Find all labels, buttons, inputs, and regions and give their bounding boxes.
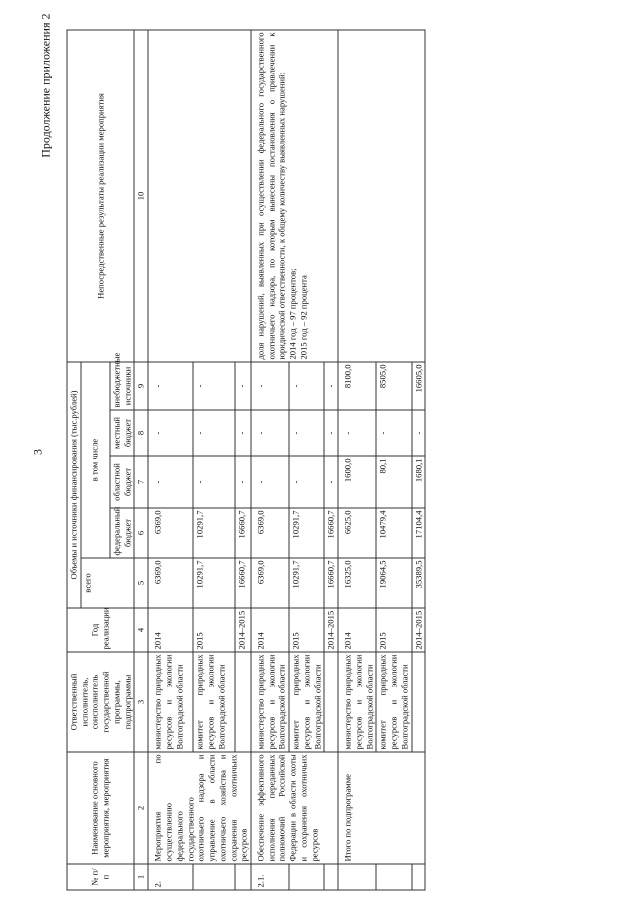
row-result [148,30,251,362]
row-regional: - [289,456,324,508]
row-executor: министерство природных ресурсов и экологии Волгоградской области [338,652,376,752]
col-number: 6 [134,508,148,558]
row-result [251,30,338,362]
row-year: 2014–2015 [324,608,338,652]
row-local: - [251,410,289,456]
table-row [338,30,376,890]
page-number: 3 [30,449,45,455]
row-federal: 6369,0 [251,508,289,558]
row-num [338,864,376,890]
row-name: Обеспечение эффективного исполнения переданных полномочий Российской Федерации в области охоты и сохранения охотничьих ресурсов [251,752,338,864]
row-extra: 16605,0 [412,362,426,410]
row-executor: министерство природных ресурсов и экологии Волгоградской области [251,652,289,752]
row-local: - [338,410,376,456]
row-extra: - [148,362,193,410]
row-year: 2014–2015 [235,608,251,652]
row-local: - [376,410,411,456]
header-num: № п/п [67,864,134,890]
row-total: 16660,7 [235,558,251,608]
row-local: - [148,410,193,456]
row-year: 2015 [376,608,411,652]
row-extra: 8100,0 [338,362,376,410]
header-name: Наименование основного мероприятия, мероприятия [67,752,134,864]
col-number: 4 [134,608,148,652]
row-name: Мероприятия по осуществлению федерального государственного охотничьего надзора и управление в области охотничьего хозяйства и сохранения охотничьих ресурсов [148,752,251,864]
row-federal: 10291,7 [289,508,324,558]
row-extra: - [324,362,338,410]
row-local: - [289,410,324,456]
row-federal: 16660,7 [324,508,338,558]
row-federal: 10291,7 [193,508,234,558]
row-total: 19064,5 [376,558,411,608]
row-local: - [412,410,426,456]
row-federal: 6625,0 [338,508,376,558]
row-regional: 1680,1 [412,456,426,508]
header-incl: в том числе [81,362,110,558]
continuation-title: Продолжение приложения 2 [38,13,53,158]
row-result [338,30,425,362]
row-federal: 10479,4 [376,508,411,558]
row-extra: - [289,362,324,410]
row-federal: 16660,7 [235,508,251,558]
row-year: 2014 [148,608,193,652]
header-executor: Ответственный исполнитель, соисполнитель государственной программы, подпрограммы [67,652,134,752]
col-number: 5 [134,558,148,608]
header-regional: областной бюджет [110,456,134,508]
row-executor: комитет природных ресурсов и экологии Волгоградской области [376,652,411,752]
row-federal: 17104,4 [412,508,426,558]
header-year: Год реализации [67,608,134,652]
row-year: 2014–2015 [412,608,426,652]
row-total: 6369,0 [148,558,193,608]
header-funding: Объемы и источники финансирования (тыс.рублей) [67,362,81,608]
header-local: местный бюджет [110,410,134,456]
row-num: 2.1. [251,864,289,890]
row-extra: 8505,0 [376,362,411,410]
row-regional: - [324,456,338,508]
col-number: 1 [134,864,148,890]
row-local: - [235,410,251,456]
row-year: 2015 [193,608,234,652]
header-results: Непосредственные результаты реализации мероприятия [67,30,134,362]
row-year: 2015 [289,608,324,652]
row-regional: - [235,456,251,508]
row-federal: 6369,0 [148,508,193,558]
row-regional: - [251,456,289,508]
col-number: 2 [134,752,148,864]
row-local: - [324,410,338,456]
row-regional: - [148,456,193,508]
row-num: 2. [148,864,193,890]
header-extra: внебюджетные источники [110,362,134,410]
header-federal: федеральный бюджет [110,508,134,558]
table-row [148,30,193,890]
result-text: доля нарушений, выявленных при осуществлении федерального государственного охотничьего надзора, по которым вынесены постановления о привлечении к юридической ответственности, к общему количеству выявленных нарушений: [255,32,287,360]
row-regional: 80,1 [376,456,411,508]
row-total: 6369,0 [251,558,289,608]
row-total: 10291,7 [289,558,324,608]
row-total: 35389,5 [412,558,426,608]
row-regional: 1600,0 [338,456,376,508]
row-total: 16325,0 [338,558,376,608]
row-total: 16660,7 [324,558,338,608]
table-row [251,30,289,890]
col-number: 10 [134,30,148,362]
row-executor: комитет природных ресурсов и экологии Волгоградской области [289,652,324,752]
row-regional: - [193,456,234,508]
col-number: 8 [134,410,148,456]
col-number: 9 [134,362,148,410]
result-2015: 2015 год – 92 процента [298,275,309,360]
row-executor: министерство природных ресурсов и экологии Волгоградской области [148,652,193,752]
funding-table [67,29,426,890]
row-year: 2014 [251,608,289,652]
row-extra: - [235,362,251,410]
row-extra: - [193,362,234,410]
result-2014: 2014 год – 97 процентов; [287,268,298,360]
row-total: 10291,7 [193,558,234,608]
row-executor: комитет природных ресурсов и экологии Волгоградской области [193,652,234,752]
col-number: 3 [134,652,148,752]
rotated-sheet [1,0,640,905]
header-total: всего [81,558,135,608]
col-number: 7 [134,456,148,508]
row-name: Итого по подпрограмме [338,752,425,864]
row-local: - [193,410,234,456]
row-extra: - [251,362,289,410]
row-year: 2014 [338,608,376,652]
